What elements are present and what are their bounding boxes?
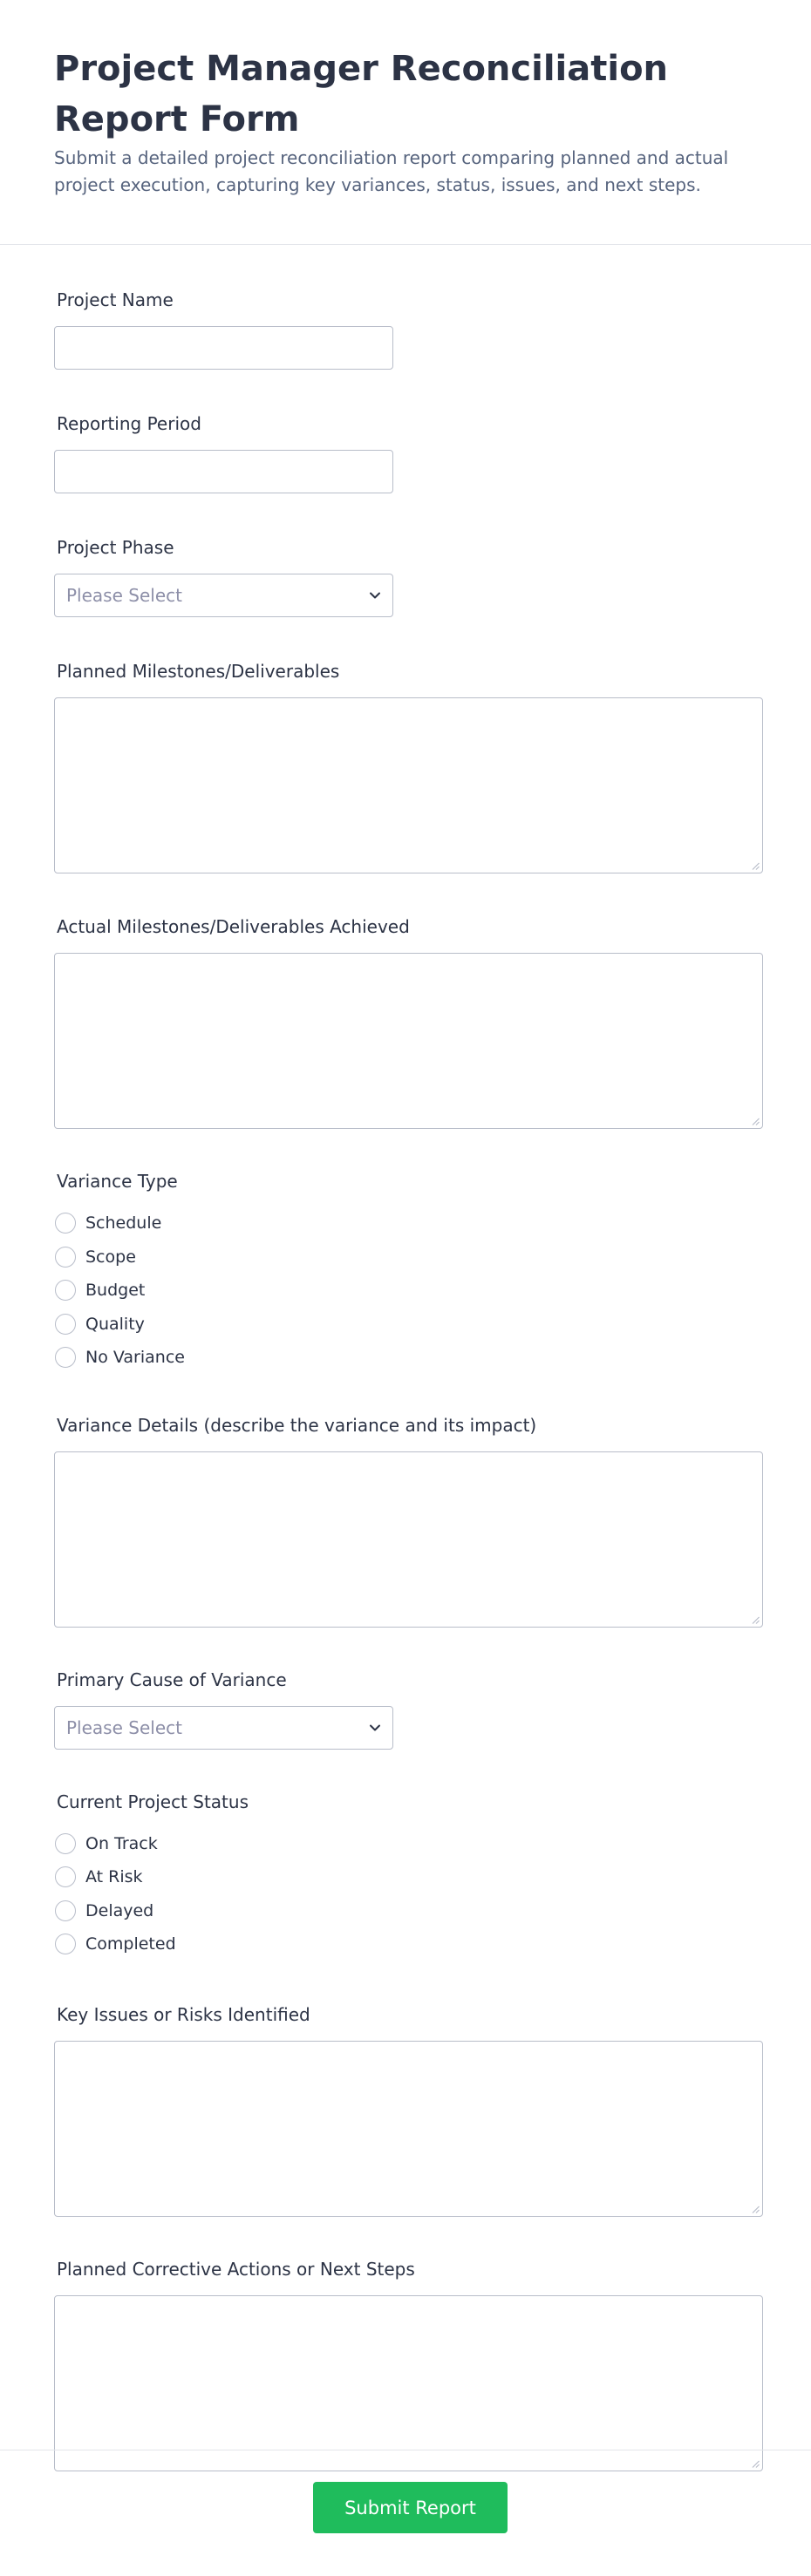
primary-cause-placeholder: Please Select [66,1716,182,1738]
form-header [0,0,811,245]
form-description: Submit a detailed project reconciliation report comparing planned and actual project execution, capturing key variances, status, issues, and next steps. [54,147,729,195]
project-phase-select[interactable] [54,574,393,617]
radio-label[interactable]: At Risk [85,1867,143,1887]
radio-circle[interactable] [55,1213,76,1234]
project-status-label: Current Project Status [57,1791,249,1812]
radio-label[interactable]: Delayed [85,1900,154,1920]
chevron-down-icon [368,589,382,602]
radio-label[interactable]: No Variance [85,1348,185,1368]
form-footer [0,2450,811,2576]
primary-cause-select[interactable] [54,1706,393,1750]
radio-circle[interactable] [55,1247,76,1268]
project-name-input[interactable] [54,326,393,370]
radio-option-completed[interactable] [54,1927,757,1961]
field-project-status [54,1791,757,1961]
radio-label[interactable]: Scope [85,1247,136,1267]
radio-label[interactable]: Budget [85,1281,146,1301]
planned-milestones-label: Planned Milestones/Deliverables [57,661,340,682]
field-variance-details [54,1414,757,1628]
chevron-down-icon [368,1722,382,1734]
radio-circle[interactable] [55,1833,76,1854]
radio-option-at-risk[interactable] [54,1860,757,1894]
field-key-issues [54,2003,757,2217]
radio-label[interactable]: Completed [85,1934,176,1954]
variance-type-label: Variance Type [57,1171,178,1192]
corrective-actions-label: Planned Corrective Actions or Next Steps [57,2258,415,2280]
radio-option-quality[interactable] [54,1308,757,1342]
form-title: Project Manager Reconciliation Report Form [54,49,669,139]
resize-grip-icon[interactable] [752,2206,760,2213]
radio-label[interactable]: Quality [85,1314,145,1334]
resize-grip-icon[interactable] [752,1118,760,1125]
project-name-label: Project Name [57,289,174,310]
radio-circle[interactable] [55,1347,76,1368]
actual-milestones-label: Actual Milestones/Deliverables Achieved [57,916,410,937]
radio-option-delayed[interactable] [54,1894,757,1928]
variance-details-textarea[interactable] [54,1451,763,1628]
corrective-actions-textarea[interactable] [54,2295,763,2471]
field-reporting-period [54,412,757,493]
submit-report-button[interactable]: Submit Report [313,2482,508,2533]
actual-milestones-textarea[interactable] [54,953,763,1129]
field-primary-cause [54,1669,757,1750]
resize-grip-icon[interactable] [752,862,760,870]
radio-circle[interactable] [55,1900,76,1921]
key-issues-label: Key Issues or Risks Identified [57,2003,310,2025]
radio-option-no-variance[interactable] [54,1341,757,1375]
project-phase-placeholder: Please Select [66,585,182,606]
field-project-phase [54,536,757,617]
key-issues-textarea[interactable] [54,2041,763,2217]
variance-type-options [54,1206,757,1375]
radio-circle[interactable] [55,1866,76,1887]
radio-option-schedule[interactable] [54,1206,757,1240]
radio-circle[interactable] [55,1934,76,1954]
variance-details-label: Variance Details (describe the variance and its impact) [57,1414,537,1436]
project-phase-label: Project Phase [57,537,174,558]
radio-option-budget[interactable] [54,1274,757,1308]
radio-label[interactable]: On Track [85,1833,158,1853]
radio-option-scope[interactable] [54,1240,757,1274]
radio-circle[interactable] [55,1314,76,1335]
field-planned-milestones [54,660,757,873]
primary-cause-label: Primary Cause of Variance [57,1669,287,1690]
project-status-options [54,1827,757,1961]
planned-milestones-textarea[interactable] [54,697,763,873]
reporting-period-input[interactable] [54,450,393,493]
resize-grip-icon[interactable] [752,1616,760,1624]
form-body [0,289,811,2471]
field-variance-type [54,1170,757,1375]
radio-circle[interactable] [55,1280,76,1301]
field-project-name [54,289,757,370]
field-corrective-actions [54,2258,757,2471]
radio-label[interactable]: Schedule [85,1213,162,1234]
radio-option-on-track[interactable] [54,1827,757,1861]
field-actual-milestones [54,915,757,1129]
reporting-period-label: Reporting Period [57,413,201,434]
